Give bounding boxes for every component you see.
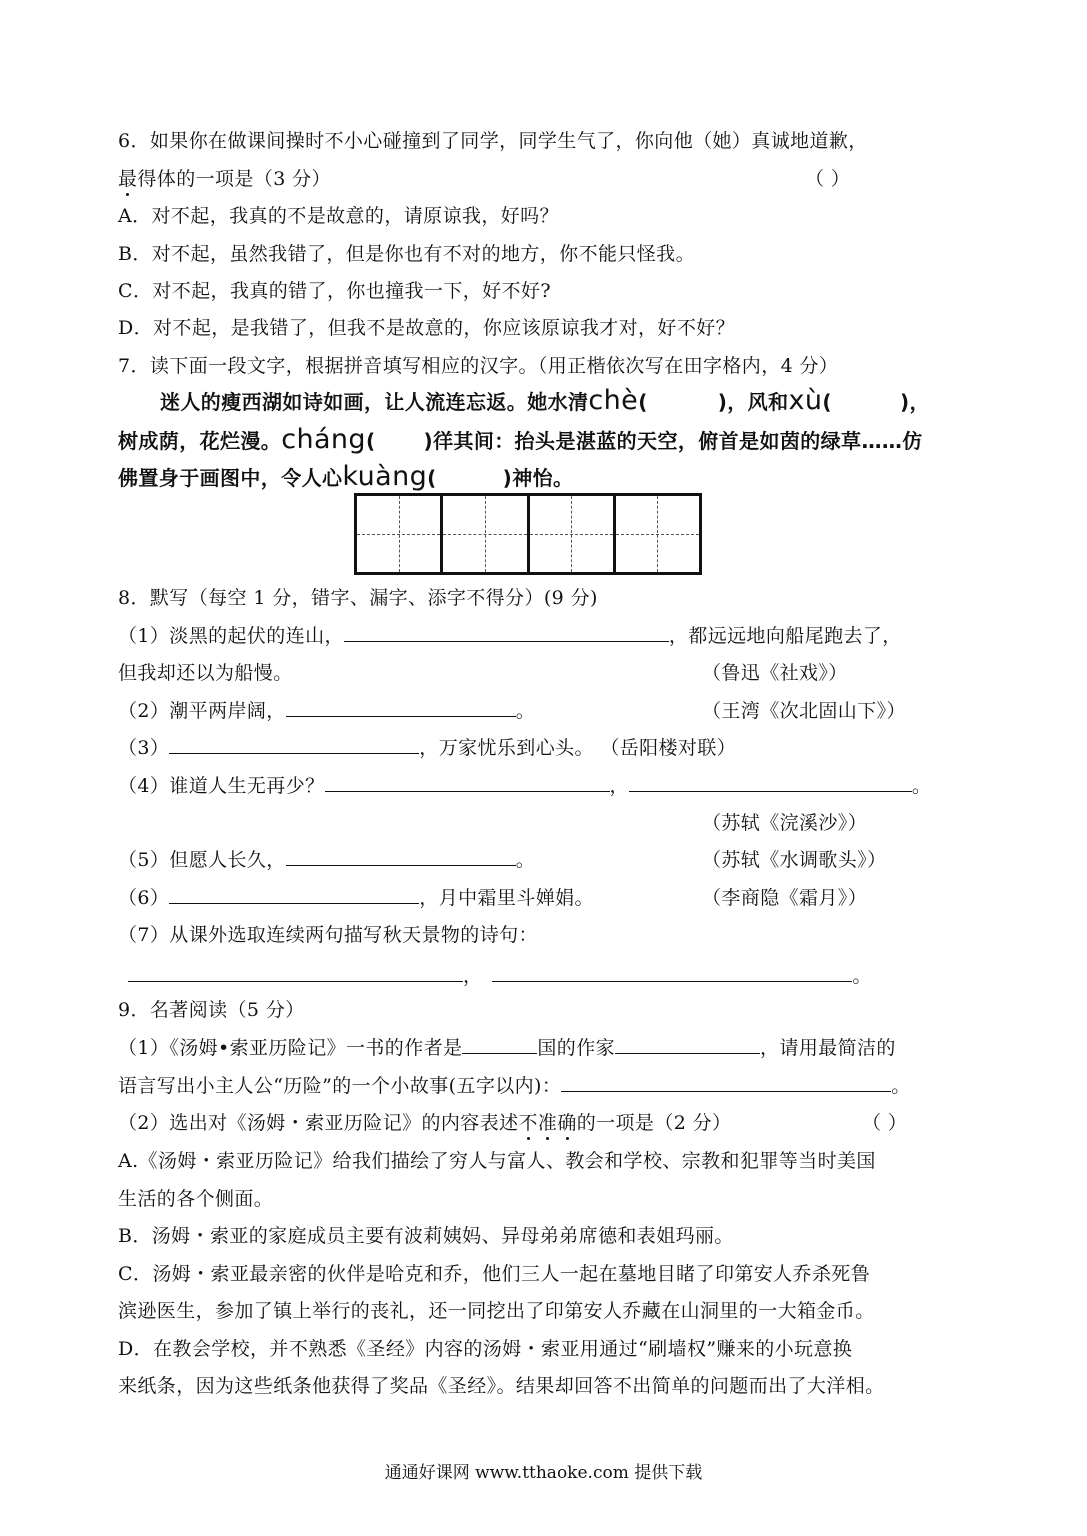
pinyin-chang: cháng	[281, 424, 366, 455]
tianzige-cell[interactable]	[440, 496, 526, 572]
pinyin-xu: xù	[788, 385, 823, 416]
q8-item7: （7）从课外选取连续两句描写秋天景物的诗句：	[118, 924, 538, 946]
answer-blank[interactable]	[561, 1073, 891, 1092]
q8-text: ，	[463, 965, 483, 987]
q8-item1-source: （鲁迅《社戏》）	[702, 662, 848, 684]
q9-instruction: 9．名著阅读（5 分）	[118, 999, 305, 1021]
q8-text: （4）谁道人生无再少？	[118, 775, 325, 797]
tianzige-cell[interactable]	[613, 496, 699, 572]
q8-item4-source: （苏轼《浣溪沙》）	[702, 812, 868, 834]
q8-text: ，	[609, 775, 629, 797]
q7-para-line1	[160, 385, 930, 416]
q9-text: ，请用最简洁的	[760, 1037, 896, 1059]
q9-option-d-line2: 来纸条，因为这些纸条他获得了奖品《圣经》。结果却回答不出简单的问题而出了大洋相。	[118, 1375, 885, 1397]
q7-text: 佛置身于画图中，令人心	[118, 466, 343, 490]
q6-option-d: D．对不起，是我错了，但我不是故意的，你应该原谅我才对，好不好？	[118, 317, 736, 339]
q7-text: 神怡。	[512, 466, 574, 490]
q9-option-d-line1: D．在教会学校，并不熟悉《圣经》内容的汤姆・索亚用通过“刷墙权”赚来的小玩意换	[118, 1338, 853, 1360]
q8-instruction: 8．默写（每空 1 分，错字、漏字、添字不得分）(9 分)	[118, 587, 598, 609]
answer-blank[interactable]	[492, 963, 852, 982]
answer-blank[interactable]	[344, 623, 669, 642]
paren-close: )	[717, 390, 728, 414]
q8-item7-answer	[128, 963, 872, 989]
q8-text: ，万家忧乐到心头。 （岳阳楼对联）	[419, 737, 737, 759]
q8-text: 。	[911, 775, 932, 797]
answer-blank[interactable]	[325, 773, 610, 792]
q7-text: 徉其间：抬头是湛蓝的天空，俯首是如茵的绿草……仿	[433, 429, 923, 453]
q9-emphasis-char: 确	[557, 1112, 577, 1134]
paren-open: (	[822, 390, 832, 414]
tianzige-cell[interactable]	[527, 496, 613, 572]
q6-emphasis-char: 最	[118, 168, 138, 190]
answer-blank[interactable]	[286, 698, 516, 717]
pinyin-che: chè	[588, 385, 639, 416]
q9-text: 语言写出小主人公“历险”的一个小故事(五字以内)：	[118, 1075, 562, 1097]
tianzige-grid	[354, 493, 702, 575]
q8-text: 。	[515, 849, 536, 871]
q8-text: ，都远远地向船尾跑去了，	[668, 625, 902, 647]
page-footer: 通通好课网 www.tthaoke.com 提供下载	[384, 1463, 703, 1483]
q9-part2	[118, 1110, 731, 1136]
q7-para-line2	[118, 424, 923, 455]
q8-text: （2）潮平两岸阔，	[118, 700, 286, 722]
q9-option-c-line2: 滨逊医生，参加了镇上举行的丧礼，还一同挖出了印第安人乔藏在山洞里的一大箱金币。	[118, 1300, 875, 1322]
q8-text: （5）但愿人长久，	[118, 849, 286, 871]
q6-option-b: B．对不起，虽然我错了，但是你也有不对的地方，你不能只怪我。	[118, 243, 695, 265]
answer-blank[interactable]	[286, 847, 516, 866]
q9-text: 。	[891, 1075, 911, 1097]
q9-text: （1）《汤姆•索亚历险记》一书的作者是	[118, 1037, 463, 1059]
q8-item6	[118, 885, 594, 911]
q8-item4	[118, 773, 931, 799]
q8-item3	[118, 735, 736, 761]
paren-open: (	[365, 429, 376, 453]
q8-item1	[118, 623, 902, 649]
q9-emphasis-char: 不	[518, 1112, 538, 1134]
paren-close: )	[423, 429, 434, 453]
answer-blank[interactable]	[615, 1035, 760, 1054]
q9-option-a-line2: 生活的各个侧面。	[118, 1188, 274, 1210]
answer-blank[interactable]	[128, 963, 463, 982]
q9-option-c-line1: C．汤姆・索亚最亲密的伙伴是哈克和乔，他们三人一起在墓地目睹了印第安人乔杀死鲁	[118, 1263, 871, 1285]
answer-blank[interactable]	[462, 1035, 537, 1054]
paren-close: )	[502, 466, 513, 490]
q9-option-a-line1: A.《汤姆・索亚历险记》给我们描绘了穷人与富人、教会和学校、宗教和犯罪等当时美国	[118, 1150, 876, 1172]
q9-answer-paren[interactable]: （ ）	[862, 1112, 908, 1134]
q8-item5-source: （苏轼《水调歌头》）	[702, 849, 887, 871]
q6-option-c: C．对不起，我真的错了，你也撞我一下，好不好?	[118, 280, 551, 302]
q9-option-b: B．汤姆・索亚的家庭成员主要有波莉姨妈、异母弟弟席德和表姐玛丽。	[118, 1225, 734, 1247]
q6-answer-paren[interactable]: （ ）	[805, 168, 851, 190]
q7-text: 迷人的瘦西湖如诗如画，让人流连忘返。她水清	[160, 390, 589, 414]
q9-emphasis-char: 准	[537, 1112, 558, 1134]
q7-text: ，	[909, 390, 930, 414]
q6-line1: 6．如果你在做课间操时不小心碰撞到了同学，同学生气了，你向他（她）真诚地道歉，	[118, 130, 868, 152]
q9-text: 国的作家	[537, 1037, 616, 1059]
answer-blank[interactable]	[169, 885, 419, 904]
q8-text: （1）淡黑的起伏的连山，	[118, 625, 344, 647]
q7-para-line3	[118, 461, 574, 492]
q8-text: （6）	[118, 887, 170, 909]
paren-open: (	[638, 390, 648, 414]
q6-line2-text: 得体的一项是（3 分）	[137, 168, 331, 190]
q9-text: 的一项是（2 分）	[576, 1112, 732, 1134]
tianzige-cell[interactable]	[357, 496, 440, 572]
q9-text: （2）选出对《汤姆・索亚历险记》的内容表述	[118, 1112, 519, 1134]
answer-blank[interactable]	[169, 735, 419, 754]
q7-text: ，风和	[727, 390, 789, 414]
paren-open: (	[427, 466, 437, 490]
paren-close: )	[899, 390, 910, 414]
q6-line2	[118, 166, 331, 192]
q8-item1-cont: 但我却还以为船慢。	[118, 662, 293, 684]
q8-item6-source: （李商隐《霜月》）	[702, 887, 868, 909]
q8-item5	[118, 847, 535, 873]
q8-item2-source: （王湾《次北固山下》）	[702, 700, 906, 722]
q9-part1-cont	[118, 1073, 911, 1099]
q8-item2	[118, 698, 535, 724]
q9-part1	[118, 1035, 896, 1061]
q8-text: 。	[852, 965, 872, 987]
answer-blank[interactable]	[629, 773, 912, 792]
q6-option-a: A．对不起，我真的不是故意的，请原谅我，好吗？	[118, 205, 559, 227]
q8-text: 。	[515, 700, 536, 722]
q8-text: ，月中霜里斗婵娟。	[419, 887, 594, 909]
pinyin-kuang: kuàng	[342, 461, 428, 492]
q8-text: （3）	[118, 737, 170, 759]
q7-text: 树成荫，花烂漫。	[118, 429, 282, 453]
q7-instruction: 7．读下面一段文字，根据拼音填写相应的汉字。（用正楷依次写在田字格内，4 分）	[118, 355, 839, 377]
